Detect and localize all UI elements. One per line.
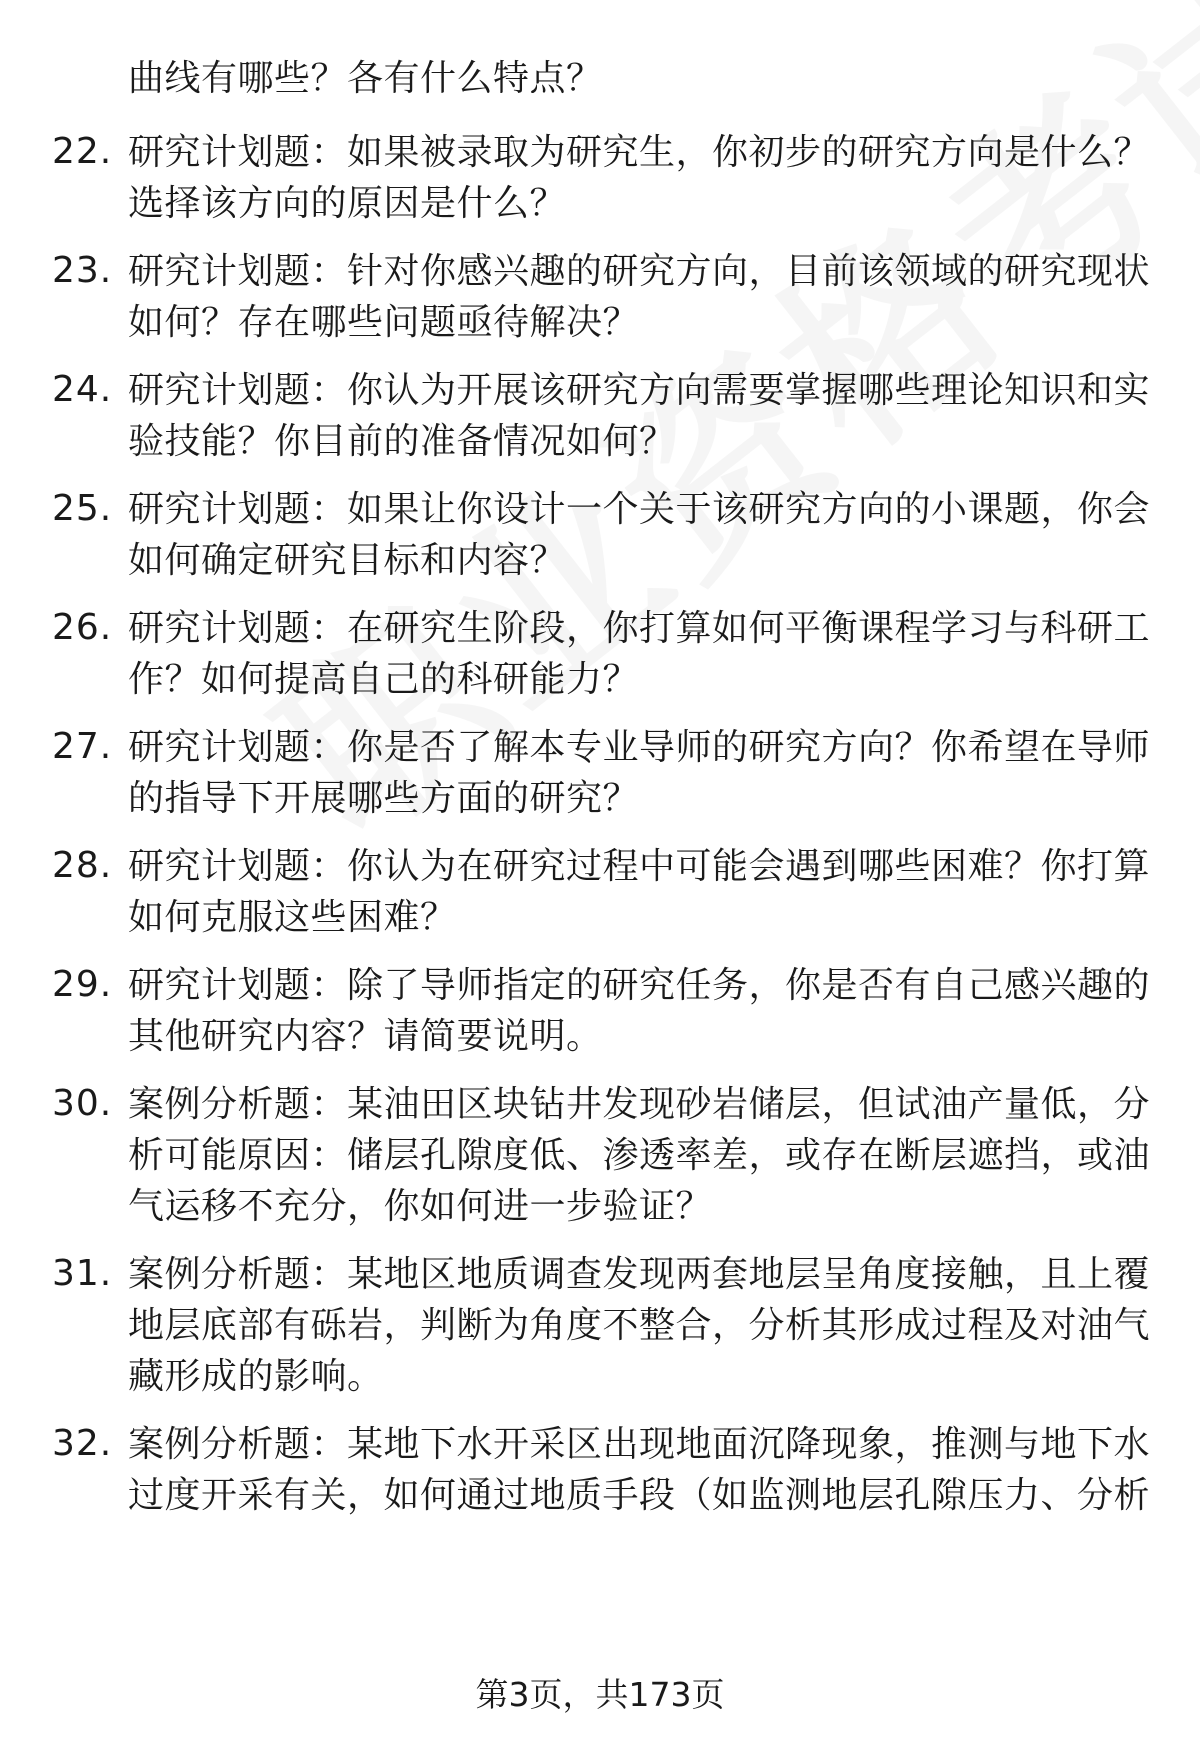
question-line: 如何克服这些困难？ [128, 897, 457, 938]
question-line: 气运移不充分，你如何进一步验证？ [128, 1186, 713, 1227]
question-line: 案例分析题：某地下水开采区出现地面沉降现象，推测与地下水 [128, 1424, 1151, 1465]
question-text [128, 1419, 1151, 1521]
question-text [128, 127, 1151, 229]
question-line: 研究计划题：你是否了解本专业导师的研究方向？你希望在导师 [128, 727, 1151, 768]
question-line: 研究计划题：你认为在研究过程中可能会遇到哪些困难？你打算 [128, 846, 1151, 887]
question-text [128, 841, 1151, 943]
question-text [128, 960, 1151, 1062]
question-number: 25. [52, 488, 113, 529]
question-line: 研究计划题：如果被录取为研究生，你初步的研究方向是什么？ [128, 132, 1151, 173]
question-line: 研究计划题：你认为开展该研究方向需要掌握哪些理论知识和实 [128, 370, 1151, 411]
question-text [128, 246, 1151, 348]
question-number: 24. [52, 369, 113, 410]
question-text [128, 1249, 1151, 1402]
question-text [128, 365, 1151, 467]
question-line: 地层底部有砾岩，判断为角度不整合，分析其形成过程及对油气 [128, 1305, 1151, 1346]
question-line: 作？如何提高自己的科研能力？ [128, 659, 640, 700]
question-line: 研究计划题：除了导师指定的研究任务，你是否有自己感兴趣的 [128, 965, 1151, 1006]
question-line: 案例分析题：某地区地质调查发现两套地层呈角度接触，且上覆 [128, 1254, 1151, 1295]
question-text [128, 603, 1151, 705]
question-line: 其他研究内容？请简要说明。 [128, 1016, 603, 1057]
question-text [128, 484, 1151, 586]
question-line: 过度开采有关，如何通过地质手段（如监测地层孔隙压力、分析 [128, 1475, 1151, 1516]
question-number: 26. [52, 607, 113, 648]
question-line: 如何确定研究目标和内容？ [128, 540, 567, 581]
question-number: 23. [52, 250, 113, 291]
question-line: 的指导下开展哪些方面的研究？ [128, 778, 640, 819]
question-line: 验技能？你目前的准备情况如何？ [128, 421, 676, 462]
question-line: 藏形成的影响。 [128, 1356, 384, 1397]
question-number: 28. [52, 845, 113, 886]
question-number: 32. [52, 1423, 113, 1464]
page-footer: 第3页，共173页 [475, 1675, 725, 1714]
question-text [128, 1079, 1151, 1232]
question-number: 29. [52, 964, 113, 1005]
question-text [128, 722, 1151, 824]
question-number: 27. [52, 726, 113, 767]
continuation-text: 曲线有哪些？各有什么特点？ [128, 58, 603, 99]
question-line: 案例分析题：某油田区块钻井发现砂岩储层，但试油产量低，分 [128, 1084, 1151, 1125]
question-line: 研究计划题：在研究生阶段，你打算如何平衡课程学习与科研工 [128, 608, 1151, 649]
question-line: 选择该方向的原因是什么？ [128, 183, 567, 224]
question-line: 如何？存在哪些问题亟待解决？ [128, 302, 640, 343]
question-line: 研究计划题：针对你感兴趣的研究方向，目前该领域的研究现状 [128, 251, 1151, 292]
question-line: 析可能原因：储层孔隙度低、渗透率差，或存在断层遮挡，或油 [128, 1135, 1151, 1176]
question-number: 30. [52, 1083, 113, 1124]
question-number: 31. [52, 1253, 113, 1294]
question-number: 22. [52, 131, 113, 172]
question-line: 研究计划题：如果让你设计一个关于该研究方向的小课题，你会 [128, 489, 1151, 530]
